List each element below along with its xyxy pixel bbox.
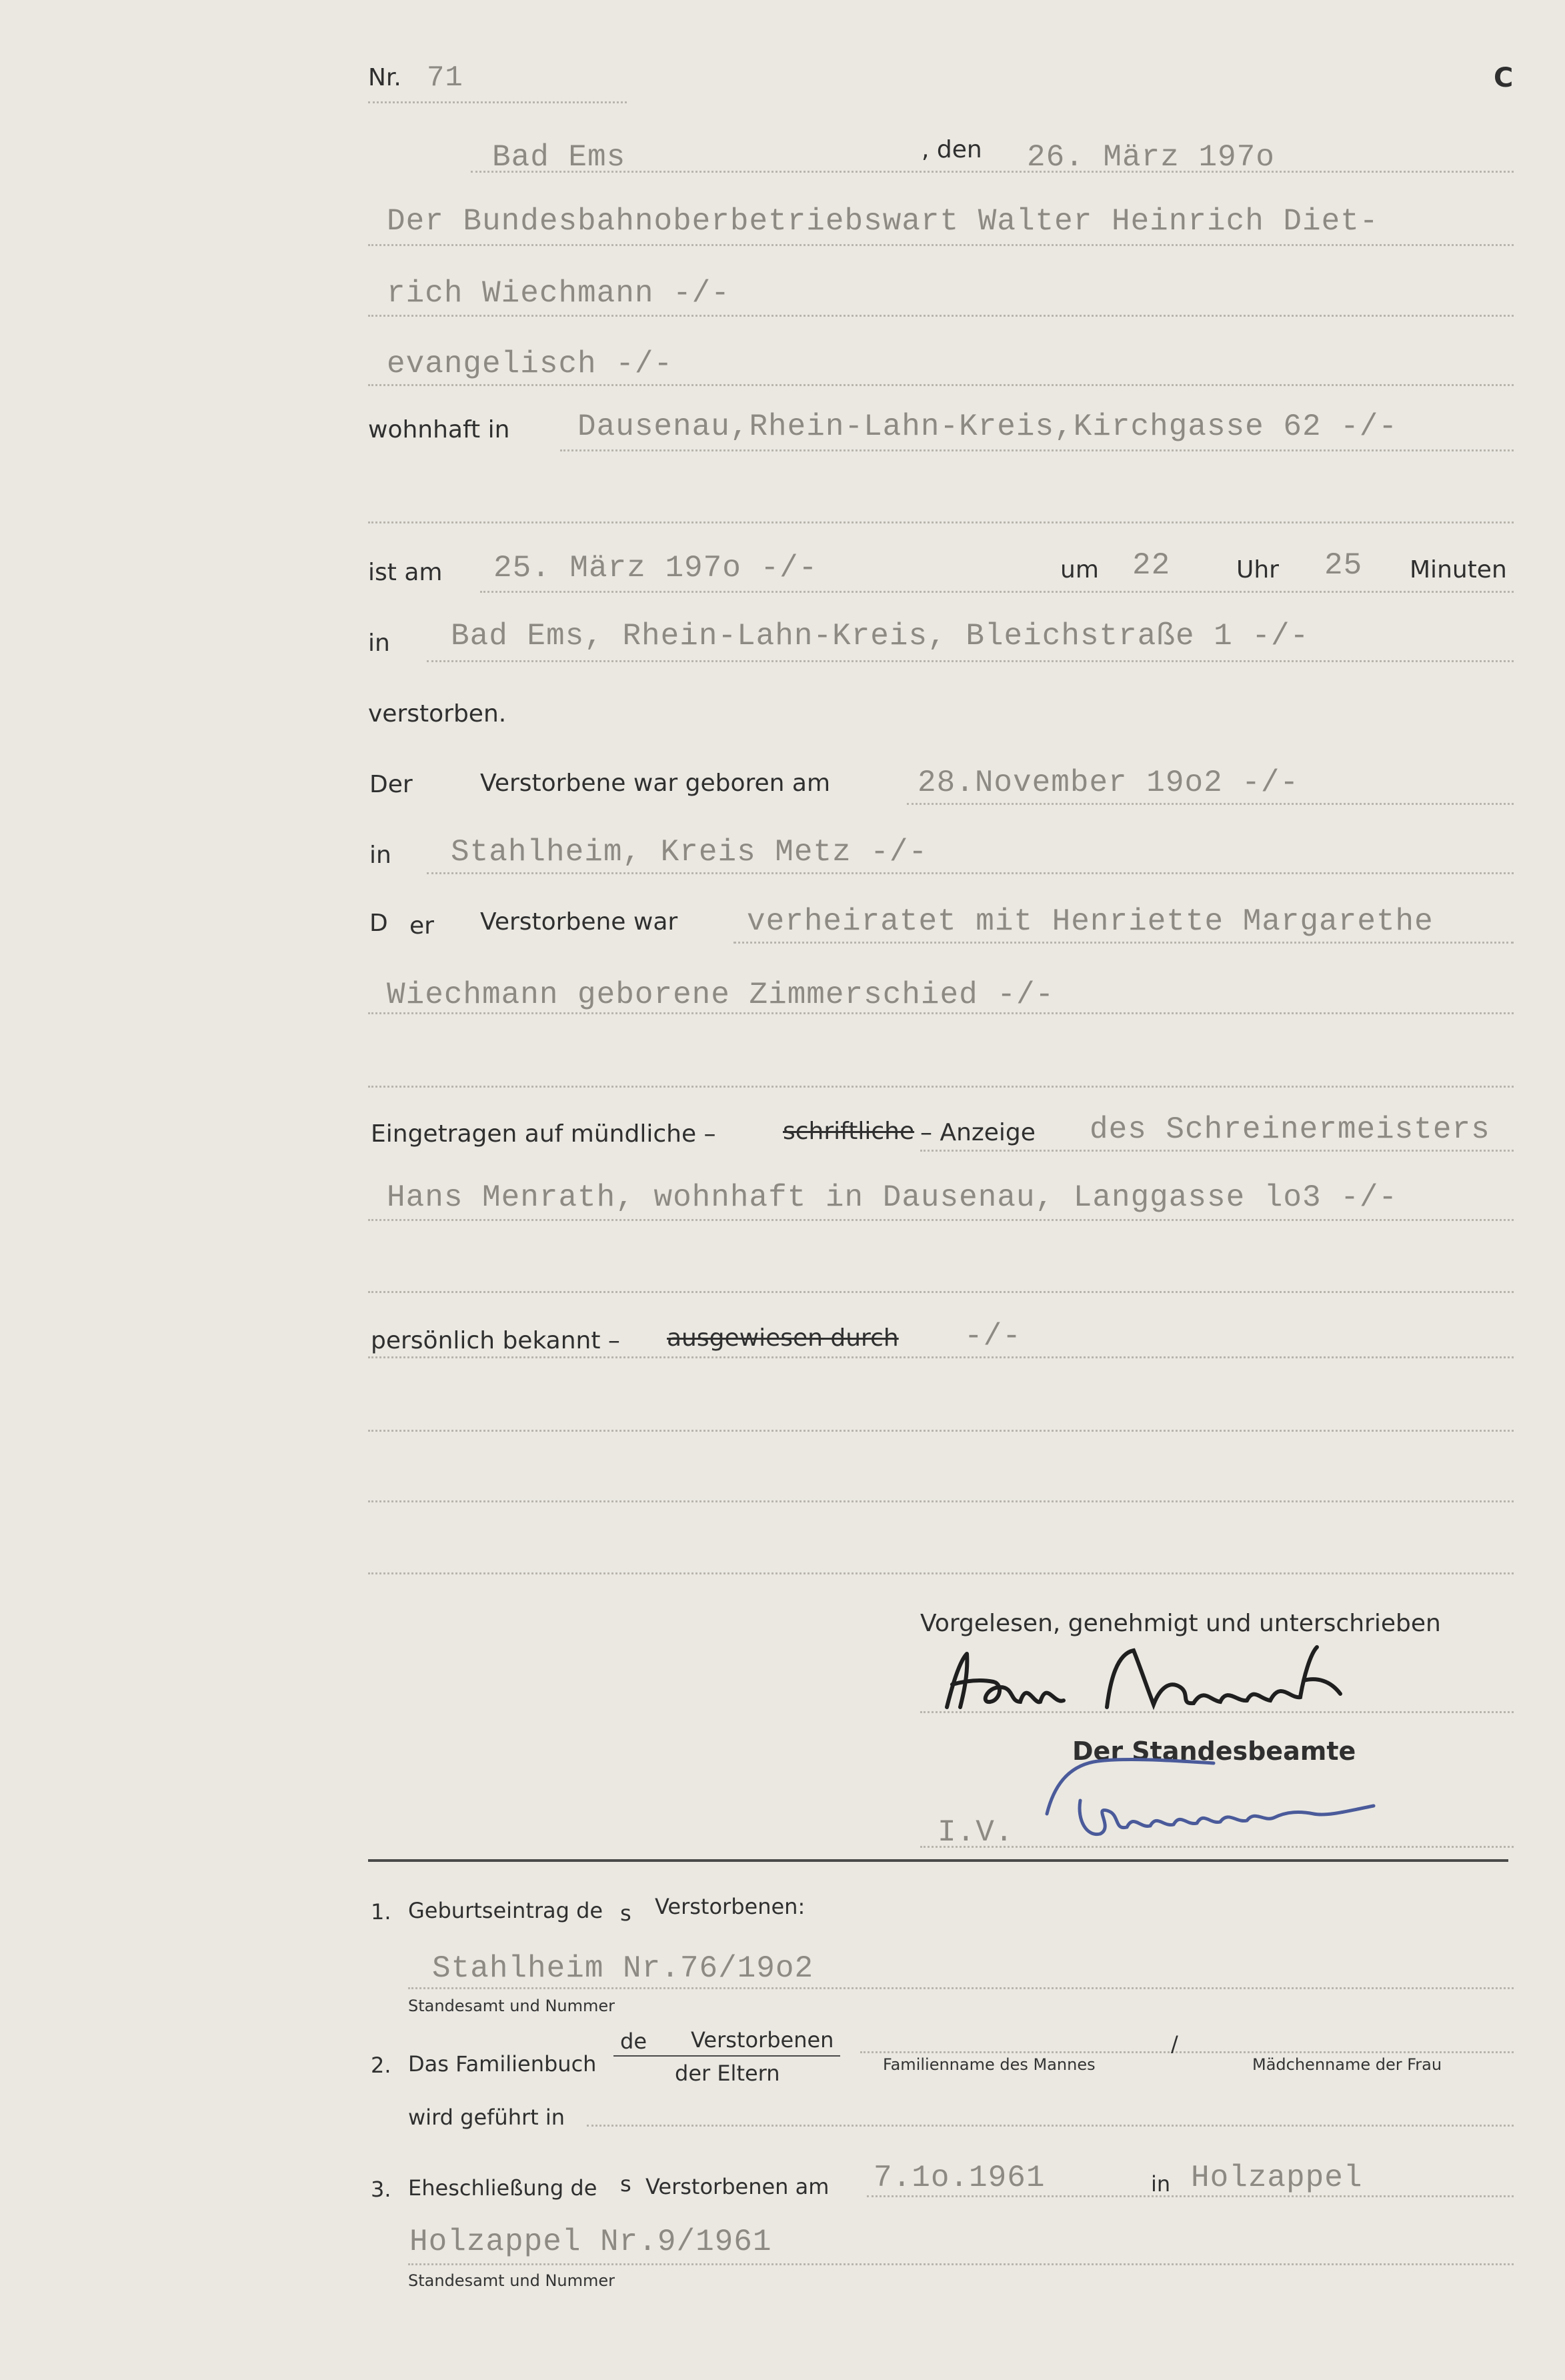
- registry-caption: Standesamt und Nummer: [408, 1997, 615, 2015]
- marriage-label: Eheschließung de: [408, 2175, 597, 2201]
- dotted-line: [560, 449, 1514, 451]
- dotted-line: [368, 384, 1514, 386]
- known-label: persönlich bekannt –: [371, 1327, 620, 1354]
- informant-signature: [940, 1640, 1420, 1720]
- nr-label: Nr.: [368, 64, 401, 91]
- dotted-line: [860, 2051, 1514, 2053]
- verstorben-label: verstorben.: [368, 700, 507, 728]
- dotted-line: [920, 1711, 1514, 1713]
- registration-label-end: – Anzeige: [920, 1119, 1036, 1146]
- dotted-line: [480, 591, 1514, 593]
- register-number: 71: [427, 61, 463, 95]
- family-book-label: Das Familienbuch: [408, 2051, 597, 2077]
- family-book-der-eltern: der Eltern: [675, 2061, 780, 2086]
- religion: evangelisch -/-: [387, 347, 673, 381]
- family-book-verstorbenen: Verstorbenen: [691, 2027, 834, 2053]
- registrar-signature: [1040, 1747, 1440, 1847]
- dotted-line: [907, 803, 1514, 805]
- corner-letter: C: [1494, 63, 1514, 93]
- name-slash: /: [1171, 2031, 1178, 2057]
- birth-place: Stahlheim, Kreis Metz -/-: [451, 835, 928, 870]
- dotted-line: [408, 2263, 1514, 2265]
- birth-entry-value: Stahlheim Nr.76/19o2: [432, 1951, 814, 1986]
- death-in-label: in: [368, 630, 390, 657]
- dotted-line: [368, 1219, 1514, 1221]
- dotted-line: [368, 1356, 1514, 1358]
- note-3-number: 3.: [371, 2177, 391, 2202]
- dotted-line: [427, 660, 1514, 662]
- marriage-place: Holzappel: [1191, 2161, 1363, 2195]
- birth-entry-label: Geburtseintrag de: [408, 1898, 603, 1923]
- birth-entry-s: s: [620, 1901, 631, 1926]
- registration-label-start: Eingetragen auf mündliche –: [371, 1120, 716, 1148]
- dotted-line: [587, 2125, 1514, 2127]
- dotted-line: [368, 1012, 1514, 1014]
- birth-der-prefix: Der: [369, 771, 413, 798]
- husband-name-caption: Familienname des Mannes: [883, 2055, 1096, 2074]
- marital-status-line-2: Wiechmann geborene Zimmerschied -/-: [387, 978, 1055, 1012]
- death-date: 25. März 197o -/-: [493, 551, 818, 585]
- dotted-line: [920, 1150, 1514, 1152]
- dotted-line: [471, 171, 1514, 173]
- dotted-line: [368, 521, 1514, 523]
- wife-name-caption: Mädchenname der Frau: [1252, 2055, 1442, 2074]
- note-1-number: 1.: [371, 1899, 391, 1925]
- death-minutes: 25: [1324, 548, 1363, 583]
- marriage-in-label: in: [1151, 2171, 1171, 2197]
- deceased-name-line-2: rich Wiechmann -/-: [387, 276, 730, 311]
- dotted-line: [867, 2195, 1514, 2197]
- dotted-line: [733, 942, 1514, 944]
- marriage-s: s: [620, 2171, 631, 2197]
- dotted-line: [920, 1846, 1514, 1848]
- dotted-line: [368, 1430, 1514, 1432]
- informant-line-2: Hans Menrath, wohnhaft in Dausenau, Langgasse lo3 -/-: [387, 1180, 1398, 1215]
- marriage-date: 7.1o.1961: [874, 2161, 1046, 2195]
- registry-caption-2: Standesamt und Nummer: [408, 2271, 615, 2290]
- dotted-line: [408, 1987, 1514, 1989]
- death-hour: 22: [1132, 548, 1171, 583]
- known-value: -/-: [964, 1319, 1022, 1354]
- birth-label: Verstorbene war geboren am: [480, 770, 831, 797]
- den-label: , den: [922, 136, 982, 163]
- marital-er-suffix: er: [409, 912, 434, 940]
- residence: Dausenau,Rhein-Lahn-Kreis,Kirchgasse 62 -/-: [577, 409, 1398, 444]
- registration-struck-schriftliche: schriftliche: [783, 1118, 915, 1145]
- informant-line-1: des Schreinermeisters: [1090, 1112, 1490, 1147]
- registrar-title: Der Standesbeamte: [1072, 1736, 1356, 1766]
- iv-label: I.V.: [938, 1815, 1014, 1850]
- birth-entry-suffix: Verstorbenen:: [655, 1894, 806, 1919]
- dotted-line: [368, 1572, 1514, 1574]
- ist-am-label: ist am: [368, 559, 443, 586]
- minuten-label: Minuten: [1410, 556, 1507, 583]
- birth-date: 28.November 19o2 -/-: [918, 766, 1300, 800]
- fraction-line: [613, 2055, 840, 2057]
- deceased-name-line-1: Der Bundesbahnoberbetriebswart Walter Heinrich Diet-: [387, 204, 1379, 239]
- known-struck-ausgewiesen: ausgewiesen durch: [667, 1324, 899, 1352]
- uhr-label: Uhr: [1236, 556, 1279, 583]
- section-divider: [368, 1859, 1508, 1862]
- dotted-line: [368, 1291, 1514, 1293]
- marital-d-prefix: D: [369, 910, 388, 937]
- dotted-line: [368, 315, 1514, 317]
- family-book-de: de: [620, 2029, 647, 2054]
- place: Bad Ems: [492, 140, 626, 175]
- record-date: 26. März 197o: [1027, 140, 1275, 175]
- dotted-line: [368, 101, 627, 103]
- dotted-line: [368, 1086, 1514, 1088]
- death-place: Bad Ems, Rhein-Lahn-Kreis, Bleichstraße 1 -/-: [451, 619, 1310, 654]
- marriage-suffix: Verstorbenen am: [645, 2174, 830, 2199]
- marital-label: Verstorbene war: [480, 908, 678, 936]
- marital-status-line-1: verheiratet mit Henriette Margarethe: [747, 904, 1434, 939]
- read-approved-text: Vorgelesen, genehmigt und unterschrieben: [920, 1610, 1441, 1637]
- dotted-line: [427, 872, 1514, 874]
- dotted-line: [368, 244, 1514, 246]
- um-label: um: [1060, 556, 1099, 583]
- kept-in-label: wird geführt in: [408, 2105, 565, 2130]
- dotted-line: [368, 1500, 1514, 1502]
- residence-label: wohnhaft in: [368, 416, 510, 443]
- note-2-number: 2.: [371, 2053, 391, 2078]
- marriage-registry-value: Holzappel Nr.9/1961: [409, 2225, 772, 2259]
- birth-in-label: in: [369, 842, 391, 869]
